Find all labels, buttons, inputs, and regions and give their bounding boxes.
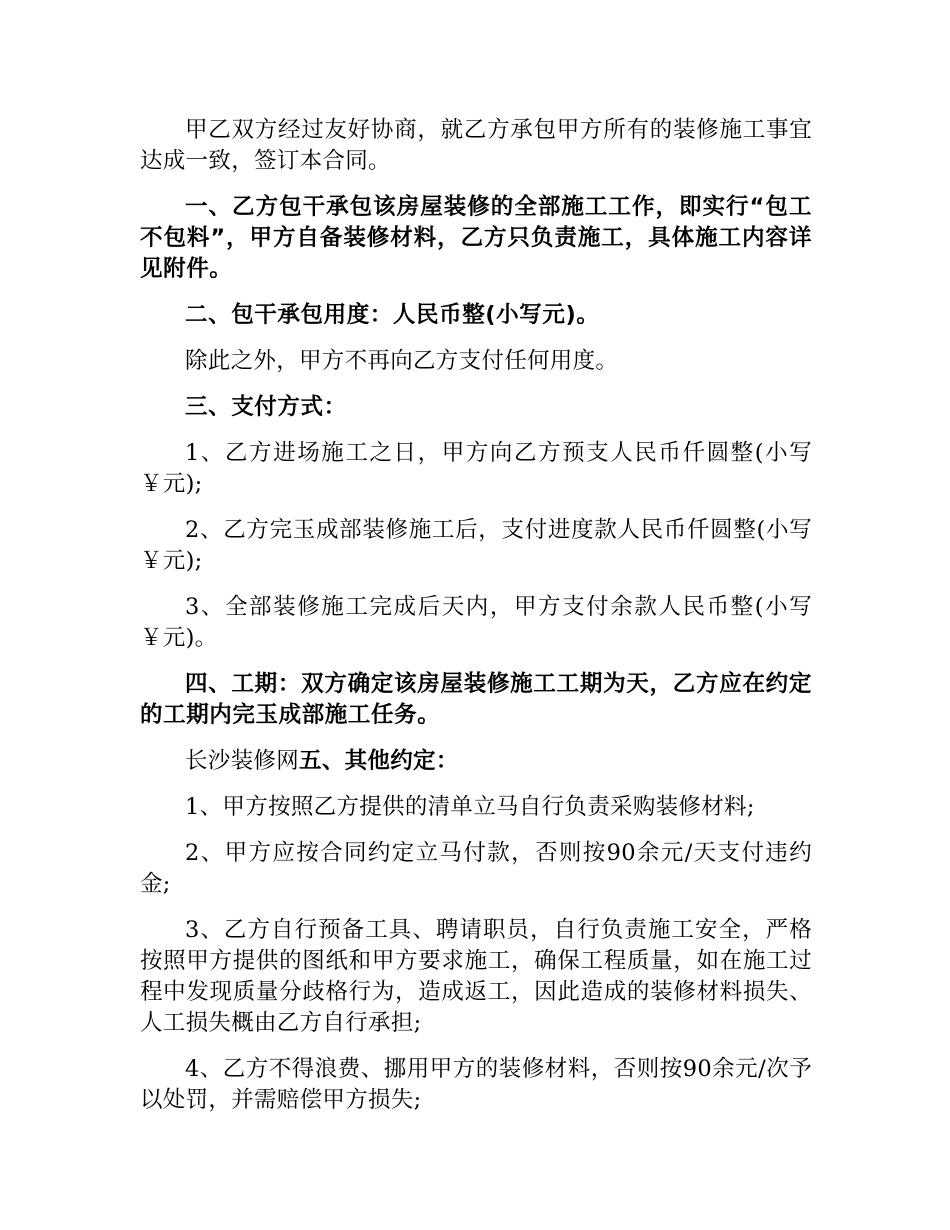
intro-paragraph: 甲乙双方经过友好协商，就乙方承包甲方所有的装修施工事宜达成一致，签订本合同。 bbox=[140, 117, 812, 174]
clause-1-scope: 一、乙方包干承包该房屋装修的全部施工工作，即实行“包工不包料”，甲方自备装修材料，乙方只负责施工，具体施工内容详见附件。 bbox=[140, 194, 812, 282]
clause-5-title: 五、其他约定： bbox=[299, 748, 459, 774]
fee-note: 除此之外，甲方不再向乙方支付任何用度。 bbox=[185, 348, 619, 374]
clause-3-payment: 三、支付方式： bbox=[185, 394, 347, 420]
contract-body bbox=[140, 115, 812, 1131]
clause-5-heading bbox=[140, 746, 812, 777]
other-item-2: 2、甲方应按合同约定立马付款，否则按90余元/天支付违约金; bbox=[140, 840, 812, 897]
payment-item-1: 1、乙方进场施工之日，甲方向乙方预支人民币仟圆整(小写￥元); bbox=[140, 440, 812, 497]
payment-item-3: 3、全部装修施工完成后天内，甲方支付余款人民币整(小写￥元)。 bbox=[140, 594, 812, 651]
other-item-4: 4、乙方不得浪费、挪用甲方的装修材料，否则按90余元/次予以处罚，并需赔偿甲方损失; bbox=[140, 1056, 812, 1113]
site-name: 长沙装修网 bbox=[185, 748, 300, 774]
clause-4-schedule: 四、工期：双方确定该房屋装修施工工期为天，乙方应在约定的工期内完玉成部施工任务。 bbox=[140, 671, 812, 728]
other-item-3: 3、乙方自行预备工具、聘请职员，自行负责施工安全，严格按照甲方提供的图纸和甲方要求施工，确保工程质量，如在施工过程中发现质量分歧格行为，造成返工，因此造成的装修材料损失、人工损失概由乙方自行承担; bbox=[140, 917, 812, 1036]
payment-item-2: 2、乙方完玉成部装修施工后，支付进度款人民币仟圆整(小写￥元); bbox=[140, 517, 812, 574]
clause-2-fee: 二、包干承包用度：人民币整(小写元)。 bbox=[185, 302, 600, 328]
other-item-1: 1、甲方按照乙方提供的清单立马自行负责采购装修材料; bbox=[185, 794, 755, 820]
